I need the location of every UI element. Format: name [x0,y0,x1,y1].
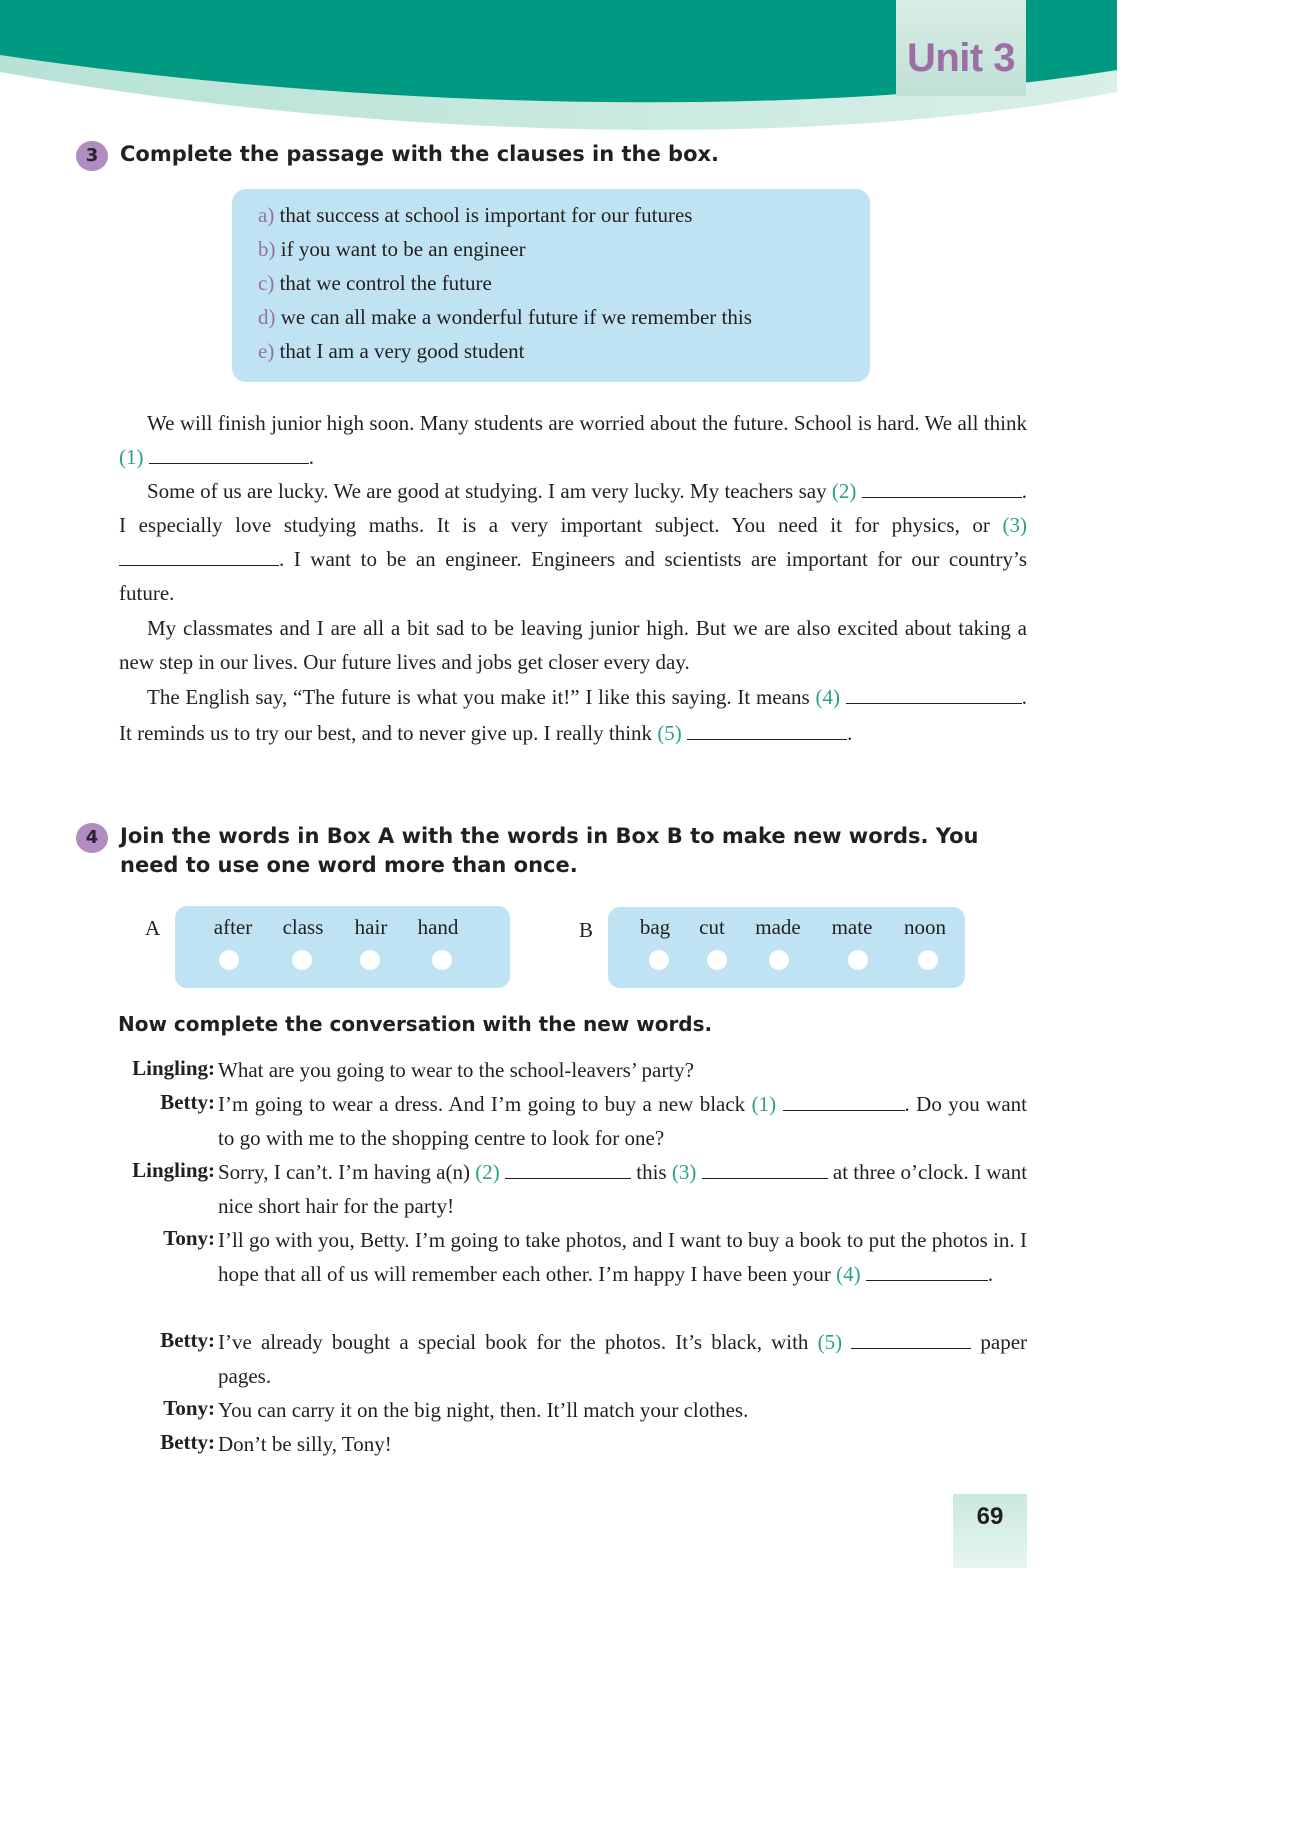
box-b-word: noon [904,915,946,939]
speaker-name: Lingling: [132,1158,215,1182]
match-dot[interactable] [649,950,669,970]
box-a-label: A [145,916,161,940]
dialogue-blank-1[interactable] [783,1090,905,1111]
match-dot[interactable] [707,950,727,970]
box-b-label: B [579,918,594,942]
box-a-word: after [213,915,253,939]
exercise-4-instruction: Join the words in Box A with the words in Box B to make new words. You need to use one word more than once. [120,824,979,877]
speech-line: Don’t be silly, Tony! [218,1432,392,1456]
box-b-word: bag [639,915,671,939]
answer-blank-2[interactable] [862,477,1022,498]
match-dot[interactable] [292,950,312,970]
passage-paragraph-4: The English say, “The future is what you make it!” I like this saying. It means (4) . It reminds us to try our best, and to never give up. I really think (5) . [119,685,1027,745]
clause-item: b) if you want to be an engineer [258,237,526,261]
match-dot[interactable] [769,950,789,970]
box-b-word: mate [831,915,873,939]
speaker-name: Tony: [163,1226,215,1250]
speech-line: Sorry, I can’t. I’m having a(n) (2) this (3) at three o’clock. I want nice short hair for the party! [218,1160,1028,1218]
clause-box [232,189,870,382]
exercise-3-number-badge: 3 [76,141,108,171]
page-number: 69 [976,1503,1004,1530]
passage-paragraph-3: My classmates and I are all a bit sad to be leaving junior high. But we are also excited about taking a new step in our lives. Our future lives and jobs get closer every day. [119,616,1027,674]
match-dot[interactable] [360,950,380,970]
passage-paragraph-2: Some of us are lucky. We are good at studying. I am very lucky. My teachers say (2) . I especially love studying maths. It is a very important subject. You need it for physics, or (3) . I want to be an engineer. Engineers and scientists are important for our country’s future. [119,479,1028,605]
unit-title: Unit 3 [906,36,1016,80]
clause-item: e) that I am a very good student [258,339,525,363]
answer-blank-1[interactable] [149,443,309,464]
exercise-4-heading [76,822,1027,880]
match-dot[interactable] [432,950,452,970]
answer-blank-3[interactable] [119,545,279,566]
clause-item: c) that we control the future [258,271,492,295]
word-box-b [608,907,965,988]
box-b-word: made [755,915,801,939]
box-a-word: class [282,915,324,939]
passage-paragraph-1: We will finish junior high soon. Many students are worried about the future. School is hard. We all think (1) . [119,411,1027,469]
speaker-name: Betty: [160,1430,215,1454]
dialogue-blank-3[interactable] [702,1158,828,1179]
speech-line: I’m going to wear a dress. And I’m going to buy a new black (1) . Do you want to go with me to the shopping centre to look for one? [218,1092,1027,1150]
exercise-3-instruction: Complete the passage with the clauses in the box. [120,142,720,166]
dialogue-blank-4[interactable] [866,1260,988,1281]
speaker-name: Betty: [160,1090,215,1114]
box-b-word: cut [699,915,725,939]
exercise-4-number-badge: 4 [76,823,108,853]
speech-line: I’ll go with you, Betty. I’m going to take photos, and I want to buy a book to put the photos in. I hope that all of us will remember each other. I’m happy I have been your (4) . [218,1228,1027,1286]
exercise-3-heading [76,140,1036,169]
box-a-word: hand [417,915,459,939]
speech-line: I’ve already bought a special book for the photos. It’s black, with (5) paper pages. [218,1330,1028,1388]
conversation-subheading: Now complete the conversation with the new words. [118,1012,713,1036]
answer-blank-4[interactable] [846,683,1022,704]
dialogue-blank-5[interactable] [851,1328,971,1349]
clause-item: a) that success at school is important for our futures [258,203,693,227]
speaker-name: Lingling: [132,1056,215,1080]
match-dot[interactable] [848,950,868,970]
box-a-word: hair [354,915,388,939]
speech-line: You can carry it on the big night, then. It’ll match your clothes. [218,1398,749,1422]
speech-line: What are you going to wear to the school-leavers’ party? [218,1058,695,1082]
word-box-a [175,906,510,988]
match-dot[interactable] [219,950,239,970]
speaker-name: Tony: [163,1396,215,1420]
answer-blank-5[interactable] [687,719,847,740]
match-dot[interactable] [918,950,938,970]
dialogue-blank-2[interactable] [505,1158,631,1179]
speaker-name: Betty: [160,1328,215,1352]
clause-item: d) we can all make a wonderful future if we remember this [258,305,752,329]
